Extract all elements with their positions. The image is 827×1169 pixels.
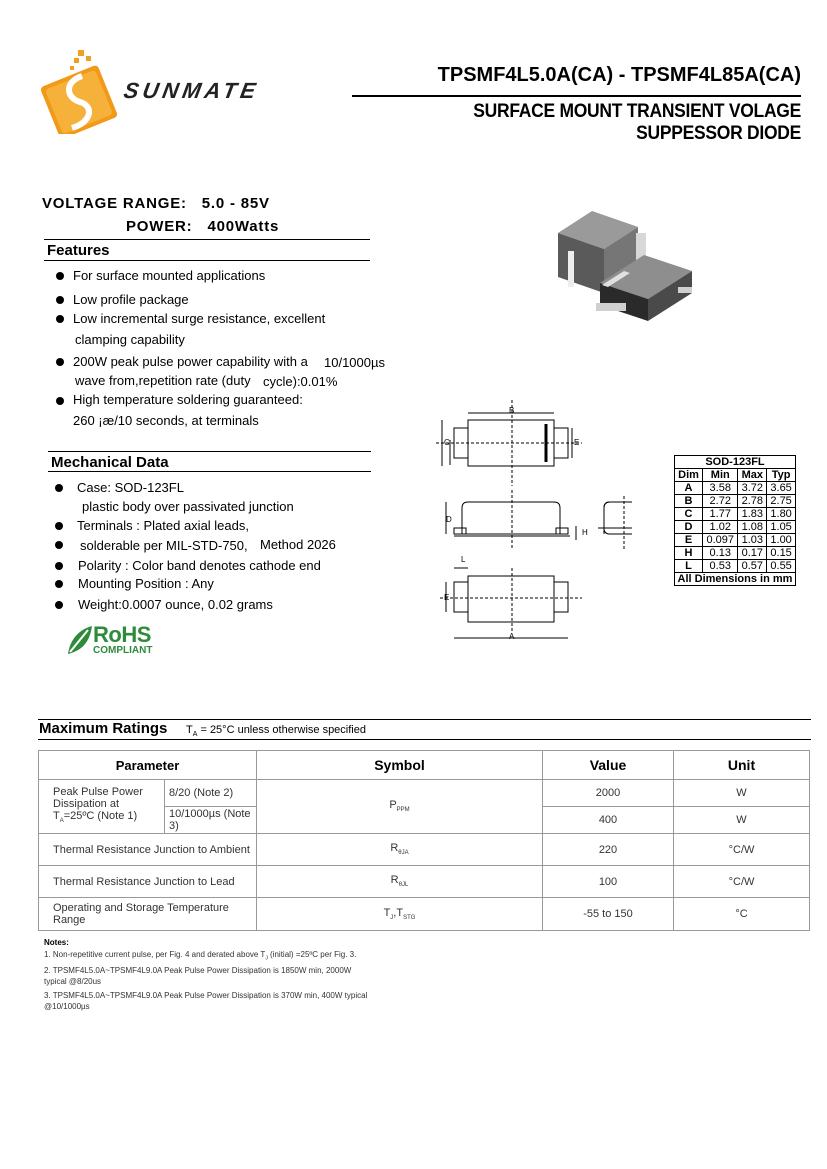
ppk-symbol-main: P <box>389 799 397 812</box>
header-divider <box>352 95 801 97</box>
bullet <box>56 358 64 366</box>
component-photo <box>552 205 702 330</box>
power-value: 400Watts <box>207 218 280 235</box>
dim-cell: 0.15 <box>767 547 796 560</box>
features-title: Features <box>47 242 110 259</box>
rja-symbol-main: R <box>390 842 399 855</box>
dim-header: Min <box>703 469 738 482</box>
terminals-label: Terminals <box>77 518 133 533</box>
outline-drawing <box>432 400 632 650</box>
bullet <box>55 562 63 570</box>
table-row <box>675 534 796 547</box>
dimension-table-footer: All Dimensions in mm <box>675 573 796 586</box>
weight-spec: Weight:0.0007 ounce, 0.02 grams <box>78 597 273 612</box>
feature-item: High temperature soldering guaranteed: <box>73 392 303 407</box>
temp-symbol <box>257 898 543 931</box>
feature-item: 200W peak pulse power capability with a <box>73 354 308 369</box>
dim-cell: B <box>675 495 703 508</box>
temp-unit: °C <box>674 898 810 931</box>
feature-item-spec: 10/1000µs <box>324 355 385 370</box>
notes-title: Notes: <box>44 938 69 947</box>
rjl-value: 100 <box>543 866 674 898</box>
table-row <box>675 560 796 573</box>
dim-label-e2: E <box>444 593 450 602</box>
dim-label-e: E <box>574 438 580 447</box>
cond-rest: = 25°C unless otherwise specified <box>197 724 366 736</box>
header-value: Value <box>543 751 674 780</box>
dim-cell: E <box>675 534 703 547</box>
bullet <box>56 315 64 323</box>
rjl-symbol-main: R <box>390 874 399 887</box>
dim-header: Typ <box>767 469 796 482</box>
dim-cell: 1.77 <box>703 508 738 521</box>
ppk-param-line <box>53 810 163 827</box>
header-parameter: Parameter <box>39 751 257 780</box>
solder-spec: solderable per MIL-STD-750, <box>80 538 248 553</box>
cond-t: T <box>186 724 193 736</box>
product-subtitle: SURFACE MOUNT TRANSIENT VOLAGE SUPPESSOR DIODE <box>473 101 801 144</box>
feature-item: For surface mounted applications <box>73 268 266 283</box>
rja-symbol <box>257 834 543 866</box>
dim-cell: 0.55 <box>767 560 796 573</box>
temp-symbol-main: T <box>383 906 391 919</box>
features-top-rule <box>44 239 370 240</box>
temp-symbol-sub2: STG <box>403 915 416 922</box>
ppk-symbol <box>257 780 543 834</box>
temp-param: Operating and Storage Temperature Range <box>39 898 257 931</box>
dim-cell: C <box>675 508 703 521</box>
mech-top-rule <box>48 451 371 452</box>
ppk-sub: A <box>59 818 64 825</box>
note-3: 3. TPSMF4L5.0A~TPSMF4L9.0A Peak Pulse Power Dissipation is 370W min, 400W typical @10/1000µs <box>44 991 368 1011</box>
brand-wordmark: SUNMATE <box>121 78 262 103</box>
table-row <box>675 495 796 508</box>
ppk-unit1: W <box>674 780 810 807</box>
rja-symbol-sub: θJA <box>398 850 409 857</box>
rja-value: 220 <box>543 834 674 866</box>
dim-cell: 2.75 <box>767 495 796 508</box>
ppk-cond1: 8/20 (Note 2) <box>165 780 257 807</box>
ppk-param-line: Peak Pulse Power <box>53 785 143 798</box>
rjl-unit: °C/W <box>674 866 810 898</box>
feature-item: Low incremental surge resistance, excellent <box>73 311 326 326</box>
bullet <box>56 397 64 405</box>
dim-label-a: A <box>509 632 515 641</box>
ppk-symbol-sub: PPM <box>396 807 410 814</box>
dim-cell: 0.17 <box>738 547 767 560</box>
dim-cell: 1.80 <box>767 508 796 521</box>
case-value: : SOD-123FL <box>107 480 184 495</box>
ppk-cond2: 10/1000µs (Note 3) <box>165 807 257 834</box>
voltage-value: 5.0 - 85V <box>201 195 270 212</box>
rjl-symbol <box>257 866 543 898</box>
bullet <box>55 522 63 530</box>
bullet <box>55 580 63 588</box>
table-row <box>39 780 810 807</box>
ratings-condition <box>186 724 366 738</box>
dim-label-c: C <box>444 438 450 447</box>
case-spec <box>77 480 184 495</box>
mech-bottom-rule <box>48 471 371 472</box>
dim-cell: H <box>675 547 703 560</box>
ppk-rest: =25ºC (Note 1) <box>63 809 138 822</box>
dim-cell: 3.65 <box>767 482 796 495</box>
dim-cell: 3.72 <box>738 482 767 495</box>
case-detail: plastic body over passivated junction <box>82 499 294 514</box>
dim-header: Max <box>738 469 767 482</box>
bullet <box>55 601 63 609</box>
table-row <box>675 508 796 521</box>
dim-cell: 1.00 <box>767 534 796 547</box>
dim-cell: 2.72 <box>703 495 738 508</box>
bullet <box>55 484 63 492</box>
table-row <box>675 521 796 534</box>
ppk-value2: 400 <box>543 807 674 834</box>
power-rating <box>126 218 279 235</box>
voltage-range <box>42 195 270 212</box>
dim-cell: D <box>675 521 703 534</box>
note-1-rest: (initial) =25ºC per Fig. 3. <box>267 950 357 959</box>
dimension-table <box>674 455 796 586</box>
bullet <box>56 272 64 280</box>
mounting-value: : Any <box>184 576 214 591</box>
dim-cell: L <box>675 560 703 573</box>
ppk-t: T <box>53 809 60 822</box>
rjl-symbol-sub: θJL <box>398 882 409 889</box>
table-row <box>39 898 810 931</box>
cond-sub: A <box>192 731 198 739</box>
ratings-title: Maximum Ratings <box>39 720 168 737</box>
table-row <box>675 482 796 495</box>
table-row <box>39 834 810 866</box>
ratings-bottom-rule <box>38 739 811 740</box>
bullet <box>55 541 63 549</box>
power-label: POWER: <box>126 218 193 235</box>
dim-header: Dim <box>675 469 703 482</box>
dim-cell: 1.02 <box>703 521 738 534</box>
part-range-title: TPSMF4L5.0A(CA) - TPSMF4L85A(CA) <box>437 64 801 86</box>
header-unit: Unit <box>674 751 810 780</box>
table-row <box>675 547 796 560</box>
voltage-label: VOLTAGE RANGE: <box>42 195 187 212</box>
polarity-label: Polarity <box>78 558 122 573</box>
note-1 <box>44 950 356 962</box>
feature-item-cont: cycle):0.01% <box>263 374 338 389</box>
note-1-main: 1. Non-repetitive current pulse, per Fig. 4 and derated above T <box>44 950 266 959</box>
mounting-spec <box>78 576 214 591</box>
dim-label-b: B <box>509 406 515 415</box>
dim-cell: 1.08 <box>738 521 767 534</box>
solder-method: Method 2026 <box>260 537 336 552</box>
rja-param: Thermal Resistance Junction to Ambient <box>39 834 257 866</box>
rjl-param: Thermal Resistance Junction to Lead <box>39 866 257 898</box>
rja-unit: °C/W <box>674 834 810 866</box>
dim-cell: 3.58 <box>703 482 738 495</box>
table-row <box>39 866 810 898</box>
bullet <box>56 296 64 304</box>
terminals-spec <box>77 518 249 533</box>
dim-cell: 1.03 <box>738 534 767 547</box>
temp-symbol-sub1: J <box>390 915 394 922</box>
feature-item-cont: wave from,repetition rate (duty <box>75 373 251 388</box>
polarity-spec <box>78 558 321 573</box>
dim-cell: A <box>675 482 703 495</box>
case-label: Case <box>77 480 108 495</box>
note-1-sub: J <box>265 955 268 962</box>
dim-cell: 2.78 <box>738 495 767 508</box>
dim-label-l: L <box>461 555 466 564</box>
mounting-label: Mounting Position <box>78 576 182 591</box>
dim-cell: 0.097 <box>703 534 738 547</box>
polarity-value: : Color band denotes cathode end <box>124 558 321 573</box>
note-2: 2. TPSMF4L5.0A~TPSMF4L9.0A Peak Pulse Power Dissipation is 1850W min, 2000W typical @8/20us <box>44 966 352 986</box>
feature-item-cont: clamping capability <box>75 332 185 347</box>
temp-value: -55 to 150 <box>543 898 674 931</box>
dim-cell: 1.05 <box>767 521 796 534</box>
ppk-unit2: W <box>674 807 810 834</box>
dim-label-h: H <box>582 528 588 537</box>
dim-cell: 0.57 <box>738 560 767 573</box>
rohs-leaf-icon <box>64 624 94 656</box>
rohs-label: RoHS <box>93 622 151 647</box>
dim-cell: 1.83 <box>738 508 767 521</box>
ppk-value1: 2000 <box>543 780 674 807</box>
dimension-table-title: SOD-123FL <box>675 456 796 469</box>
ppk-param-line: Dissipation at <box>53 797 120 810</box>
temp-symbol-mid: ,T <box>393 906 404 919</box>
mechanical-title: Mechanical Data <box>51 454 169 471</box>
dim-label-d: D <box>446 515 452 524</box>
feature-item-cont: 260 ¡æ/10 seconds, at terminals <box>73 413 259 428</box>
feature-item: Low profile package <box>73 292 189 307</box>
dim-cell: 0.13 <box>703 547 738 560</box>
header-symbol: Symbol <box>257 751 543 780</box>
dim-cell: 0.53 <box>703 560 738 573</box>
ppk-param <box>39 780 165 834</box>
features-bottom-rule <box>44 260 370 261</box>
rohs-compliant: COMPLIANT <box>93 645 153 656</box>
ratings-table <box>38 750 810 931</box>
terminals-value: : Plated axial leads, <box>136 518 249 533</box>
